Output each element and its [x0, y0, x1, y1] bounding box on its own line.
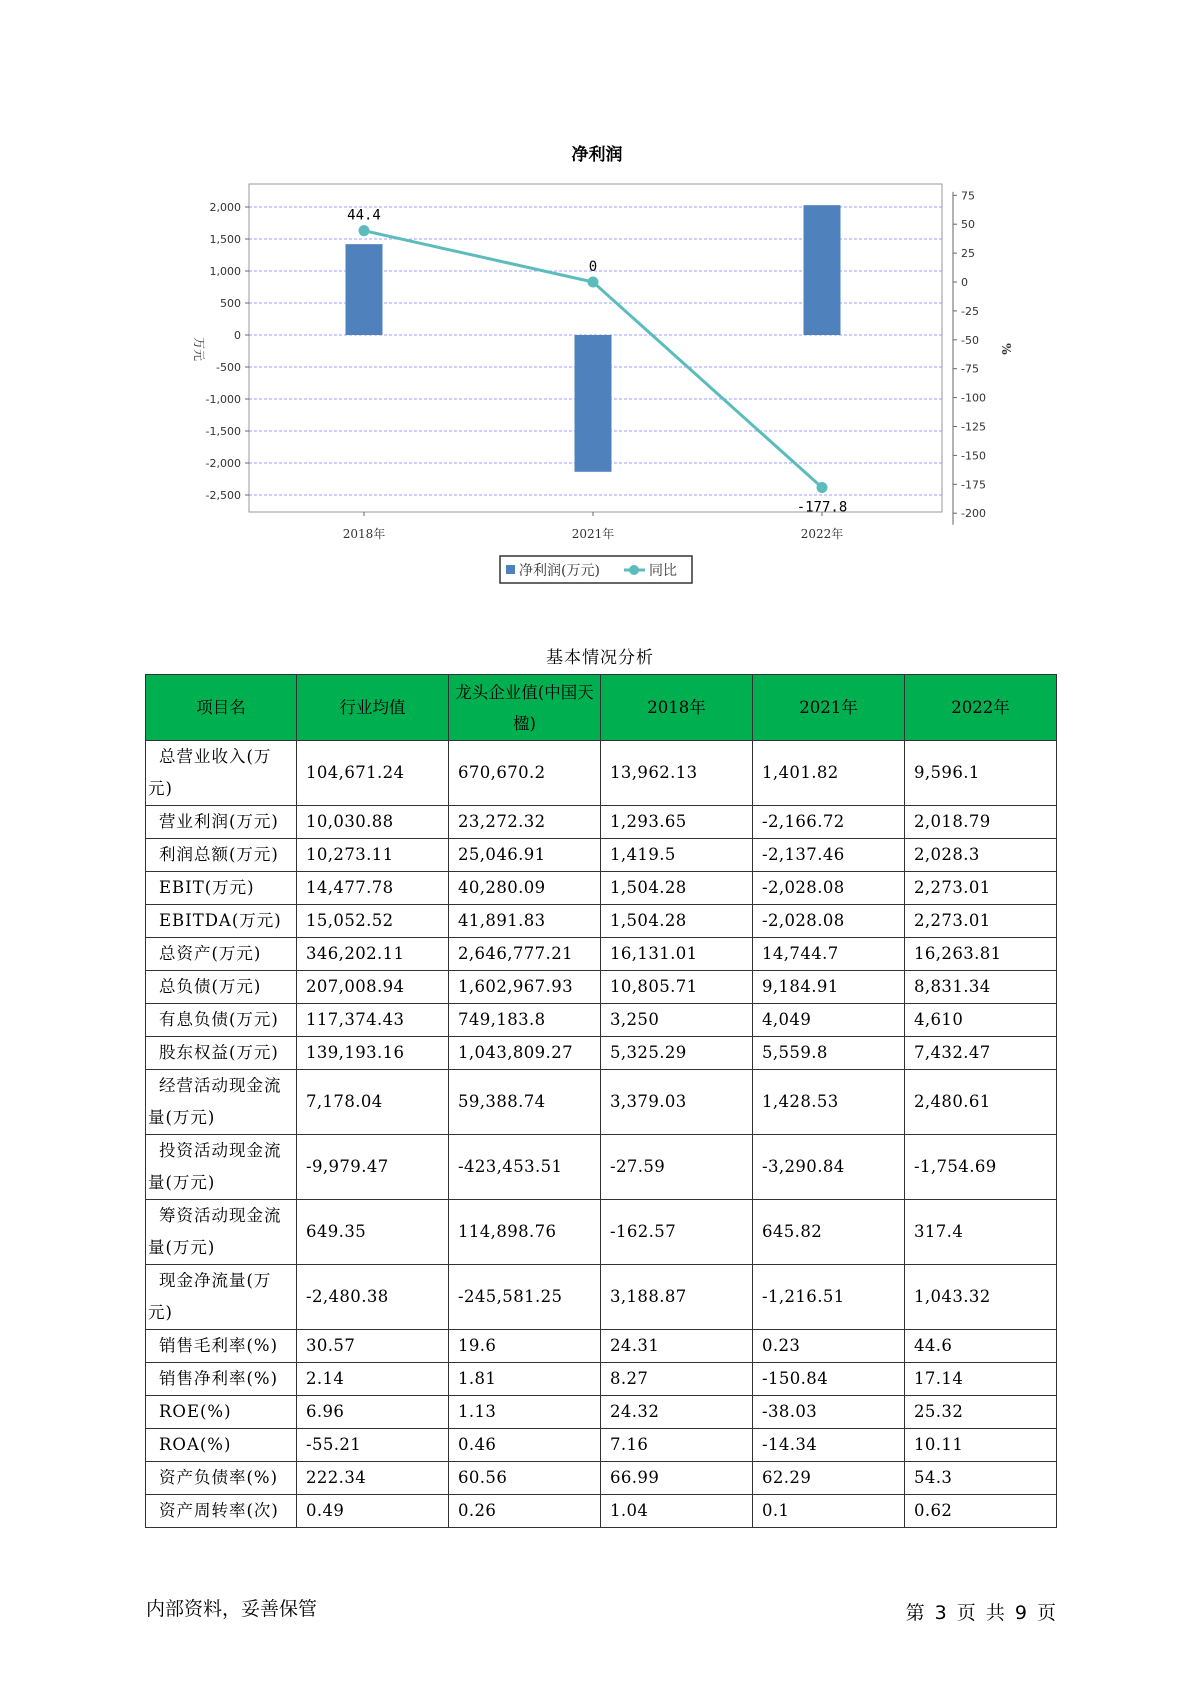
value-cell: 10,805.71 — [600, 971, 752, 1004]
value-cell: 1,504.28 — [600, 872, 752, 905]
value-cell: 1,602,967.93 — [448, 971, 600, 1004]
value-cell: 25,046.91 — [448, 839, 600, 872]
value-cell: 0.23 — [752, 1330, 904, 1363]
table-row — [146, 839, 1057, 872]
right-tick-label: -200 — [961, 507, 986, 521]
value-cell: 207,008.94 — [296, 971, 448, 1004]
value-cell: 16,131.01 — [600, 938, 752, 971]
bar-net-profit — [804, 205, 841, 335]
right-tick-label: -25 — [961, 304, 979, 318]
yoy-point — [359, 225, 370, 236]
value-cell: -162.57 — [600, 1200, 752, 1265]
legend-bar-swatch — [506, 565, 515, 574]
value-cell: 9,596.1 — [904, 741, 1056, 806]
table-row — [146, 1462, 1057, 1495]
value-cell: 10.11 — [904, 1429, 1056, 1462]
value-cell: 1,504.28 — [600, 905, 752, 938]
row-name-cell: 销售净利率(%) — [146, 1363, 297, 1396]
row-name-cell: EBITDA(万元) — [146, 905, 297, 938]
value-cell: 7.16 — [600, 1429, 752, 1462]
value-cell: 222.34 — [296, 1462, 448, 1495]
value-cell: 30.57 — [296, 1330, 448, 1363]
net-profit-chart — [0, 0, 1191, 600]
bar-net-profit — [575, 335, 612, 472]
chart-title: 净利润 — [571, 145, 623, 165]
value-cell: 7,432.47 — [904, 1037, 1056, 1070]
value-cell: 645.82 — [752, 1200, 904, 1265]
value-cell: 24.31 — [600, 1330, 752, 1363]
value-cell: 40,280.09 — [448, 872, 600, 905]
right-tick-label: 50 — [961, 218, 975, 232]
value-cell: 0.26 — [448, 1495, 600, 1528]
row-name-cell: 经营活动现金流量(万元) — [146, 1070, 297, 1135]
x-category-label: 2018年 — [342, 527, 386, 541]
value-cell: 15,052.52 — [296, 905, 448, 938]
chart-canvas — [0, 0, 1191, 600]
value-cell: 66.99 — [600, 1462, 752, 1495]
value-cell: 2,480.61 — [904, 1070, 1056, 1135]
right-tick-label: -50 — [961, 333, 979, 347]
table-caption: 基本情况分析 — [546, 648, 654, 668]
yoy-data-label: 44.4 — [347, 207, 381, 224]
value-cell: -2,480.38 — [296, 1265, 448, 1330]
value-cell: 117,374.43 — [296, 1004, 448, 1037]
value-cell: 7,178.04 — [296, 1070, 448, 1135]
value-cell: 749,183.8 — [448, 1004, 600, 1037]
value-cell: -38.03 — [752, 1396, 904, 1429]
value-cell: 24.32 — [600, 1396, 752, 1429]
table-row — [146, 1429, 1057, 1462]
value-cell: 346,202.11 — [296, 938, 448, 971]
value-cell: 2,018.79 — [904, 806, 1056, 839]
right-axis-label: % — [999, 343, 1013, 355]
value-cell: 2.14 — [296, 1363, 448, 1396]
header-cell: 2022年 — [904, 675, 1056, 741]
right-tick-label: 0 — [961, 276, 968, 289]
left-tick-label: -2,000 — [205, 457, 241, 470]
row-name-cell: 总营业收入(万元) — [146, 741, 297, 806]
value-cell: 2,028.3 — [904, 839, 1056, 872]
value-cell: -55.21 — [296, 1429, 448, 1462]
value-cell: 317.4 — [904, 1200, 1056, 1265]
legend-line-label: 同比 — [649, 563, 677, 579]
value-cell: 3,379.03 — [600, 1070, 752, 1135]
table-row — [146, 1004, 1057, 1037]
value-cell: 16,263.81 — [904, 938, 1056, 971]
row-name-cell: 营业利润(万元) — [146, 806, 297, 839]
header-cell: 项目名 — [146, 675, 297, 741]
bar-net-profit — [346, 244, 383, 335]
yoy-point — [588, 277, 599, 288]
value-cell: 1,043.32 — [904, 1265, 1056, 1330]
table-row — [146, 1363, 1057, 1396]
value-cell: 5,559.8 — [752, 1037, 904, 1070]
right-tick-label: -175 — [961, 478, 986, 492]
value-cell: -245,581.25 — [448, 1265, 600, 1330]
value-cell: 649.35 — [296, 1200, 448, 1265]
basic-analysis-table — [145, 674, 1057, 1528]
value-cell: -1,754.69 — [904, 1135, 1056, 1200]
value-cell: 0.1 — [752, 1495, 904, 1528]
value-cell: 23,272.32 — [448, 806, 600, 839]
value-cell: 104,671.24 — [296, 741, 448, 806]
table-header-row — [146, 675, 1057, 741]
value-cell: -2,137.46 — [752, 839, 904, 872]
table-row — [146, 1396, 1057, 1429]
value-cell: 139,193.16 — [296, 1037, 448, 1070]
table-row — [146, 1135, 1057, 1200]
value-cell: 4,610 — [904, 1004, 1056, 1037]
value-cell: 3,188.87 — [600, 1265, 752, 1330]
yoy-point — [817, 482, 828, 493]
value-cell: -150.84 — [752, 1363, 904, 1396]
row-name-cell: 股东权益(万元) — [146, 1037, 297, 1070]
value-cell: 6.96 — [296, 1396, 448, 1429]
value-cell: 2,273.01 — [904, 872, 1056, 905]
left-tick-label: 1,000 — [209, 265, 241, 278]
table-row — [146, 1330, 1057, 1363]
left-tick-label: -1,500 — [205, 425, 241, 438]
table-row — [146, 1200, 1057, 1265]
value-cell: 4,049 — [752, 1004, 904, 1037]
right-tick-label: 75 — [961, 189, 975, 203]
value-cell: -2,028.08 — [752, 905, 904, 938]
x-category-label: 2022年 — [800, 527, 844, 541]
header-cell: 2018年 — [600, 675, 752, 741]
value-cell: 0.49 — [296, 1495, 448, 1528]
value-cell: 44.6 — [904, 1330, 1056, 1363]
value-cell: 5,325.29 — [600, 1037, 752, 1070]
left-tick-label: -1,000 — [205, 393, 241, 406]
value-cell: -1,216.51 — [752, 1265, 904, 1330]
value-cell: 1,428.53 — [752, 1070, 904, 1135]
row-name-cell: 总负债(万元) — [146, 971, 297, 1004]
value-cell: 60.56 — [448, 1462, 600, 1495]
footer-page-number: 第 3 页 共 9 页 — [905, 1602, 1056, 1624]
value-cell: -9,979.47 — [296, 1135, 448, 1200]
value-cell: -14.34 — [752, 1429, 904, 1462]
value-cell: 59,388.74 — [448, 1070, 600, 1135]
value-cell: 1,419.5 — [600, 839, 752, 872]
value-cell: -2,028.08 — [752, 872, 904, 905]
value-cell: 1,293.65 — [600, 806, 752, 839]
value-cell: 14,477.78 — [296, 872, 448, 905]
value-cell: 25.32 — [904, 1396, 1056, 1429]
value-cell: 14,744.7 — [752, 938, 904, 971]
right-tick-label: 25 — [961, 247, 975, 261]
row-name-cell: 资产负债率(%) — [146, 1462, 297, 1495]
row-name-cell: ROA(%) — [146, 1429, 297, 1462]
row-name-cell: 资产周转率(次) — [146, 1495, 297, 1528]
value-cell: 1.81 — [448, 1363, 600, 1396]
value-cell: 13,962.13 — [600, 741, 752, 806]
row-name-cell: 销售毛利率(%) — [146, 1330, 297, 1363]
left-tick-label: 1,500 — [209, 233, 241, 246]
right-tick-label: -100 — [961, 391, 986, 405]
value-cell: 3,250 — [600, 1004, 752, 1037]
header-cell: 龙头企业值(中国天楹) — [448, 675, 600, 741]
value-cell: -27.59 — [600, 1135, 752, 1200]
table-row — [146, 1265, 1057, 1330]
right-tick-label: -75 — [961, 362, 979, 376]
header-cell: 行业均值 — [296, 675, 448, 741]
table-row — [146, 1070, 1057, 1135]
value-cell: 2,273.01 — [904, 905, 1056, 938]
value-cell: 10,273.11 — [296, 839, 448, 872]
value-cell: 1.13 — [448, 1396, 600, 1429]
value-cell: 1.04 — [600, 1495, 752, 1528]
value-cell: 0.62 — [904, 1495, 1056, 1528]
right-tick-label: -150 — [961, 449, 986, 463]
left-tick-label: 500 — [220, 297, 241, 310]
row-name-cell: 筹资活动现金流量(万元) — [146, 1200, 297, 1265]
table-row — [146, 1037, 1057, 1070]
chart-legend — [500, 556, 692, 583]
row-name-cell: 总资产(万元) — [146, 938, 297, 971]
value-cell: 9,184.91 — [752, 971, 904, 1004]
value-cell: 10,030.88 — [296, 806, 448, 839]
table-row — [146, 1495, 1057, 1528]
left-axis-label: 万元 — [192, 336, 206, 362]
table-row — [146, 905, 1057, 938]
value-cell: -3,290.84 — [752, 1135, 904, 1200]
value-cell: 1,401.82 — [752, 741, 904, 806]
row-name-cell: 现金净流量(万元) — [146, 1265, 297, 1330]
row-name-cell: 有息负债(万元) — [146, 1004, 297, 1037]
left-tick-label: -2,500 — [205, 489, 241, 502]
footer-confidential-note: 内部资料，妥善保管 — [146, 1598, 318, 1620]
table-row — [146, 741, 1057, 806]
value-cell: 54.3 — [904, 1462, 1056, 1495]
value-cell: 114,898.76 — [448, 1200, 600, 1265]
row-name-cell: EBIT(万元) — [146, 872, 297, 905]
value-cell: -2,166.72 — [752, 806, 904, 839]
table-row — [146, 938, 1057, 971]
x-category-label: 2021年 — [571, 527, 615, 541]
value-cell: 2,646,777.21 — [448, 938, 600, 971]
left-tick-label: -500 — [216, 361, 241, 374]
value-cell: 17.14 — [904, 1363, 1056, 1396]
legend-line-marker — [629, 565, 639, 575]
right-tick-label: -125 — [961, 420, 986, 434]
value-cell: 8.27 — [600, 1363, 752, 1396]
table-row — [146, 971, 1057, 1004]
value-cell: -423,453.51 — [448, 1135, 600, 1200]
value-cell: 19.6 — [448, 1330, 600, 1363]
value-cell: 62.29 — [752, 1462, 904, 1495]
row-name-cell: 利润总额(万元) — [146, 839, 297, 872]
row-name-cell: 投资活动现金流量(万元) — [146, 1135, 297, 1200]
table-row — [146, 806, 1057, 839]
value-cell: 41,891.83 — [448, 905, 600, 938]
value-cell: 0.46 — [448, 1429, 600, 1462]
yoy-data-label: -177.8 — [796, 499, 848, 516]
left-tick-label: 2,000 — [209, 201, 241, 214]
legend-bar-label: 净利润(万元) — [519, 563, 600, 579]
yoy-data-label: 0 — [588, 259, 598, 275]
table-row — [146, 872, 1057, 905]
header-cell: 2021年 — [752, 675, 904, 741]
value-cell: 670,670.2 — [448, 741, 600, 806]
value-cell: 1,043,809.27 — [448, 1037, 600, 1070]
value-cell: 8,831.34 — [904, 971, 1056, 1004]
left-tick-label: 0 — [234, 329, 241, 342]
row-name-cell: ROE(%) — [146, 1396, 297, 1429]
